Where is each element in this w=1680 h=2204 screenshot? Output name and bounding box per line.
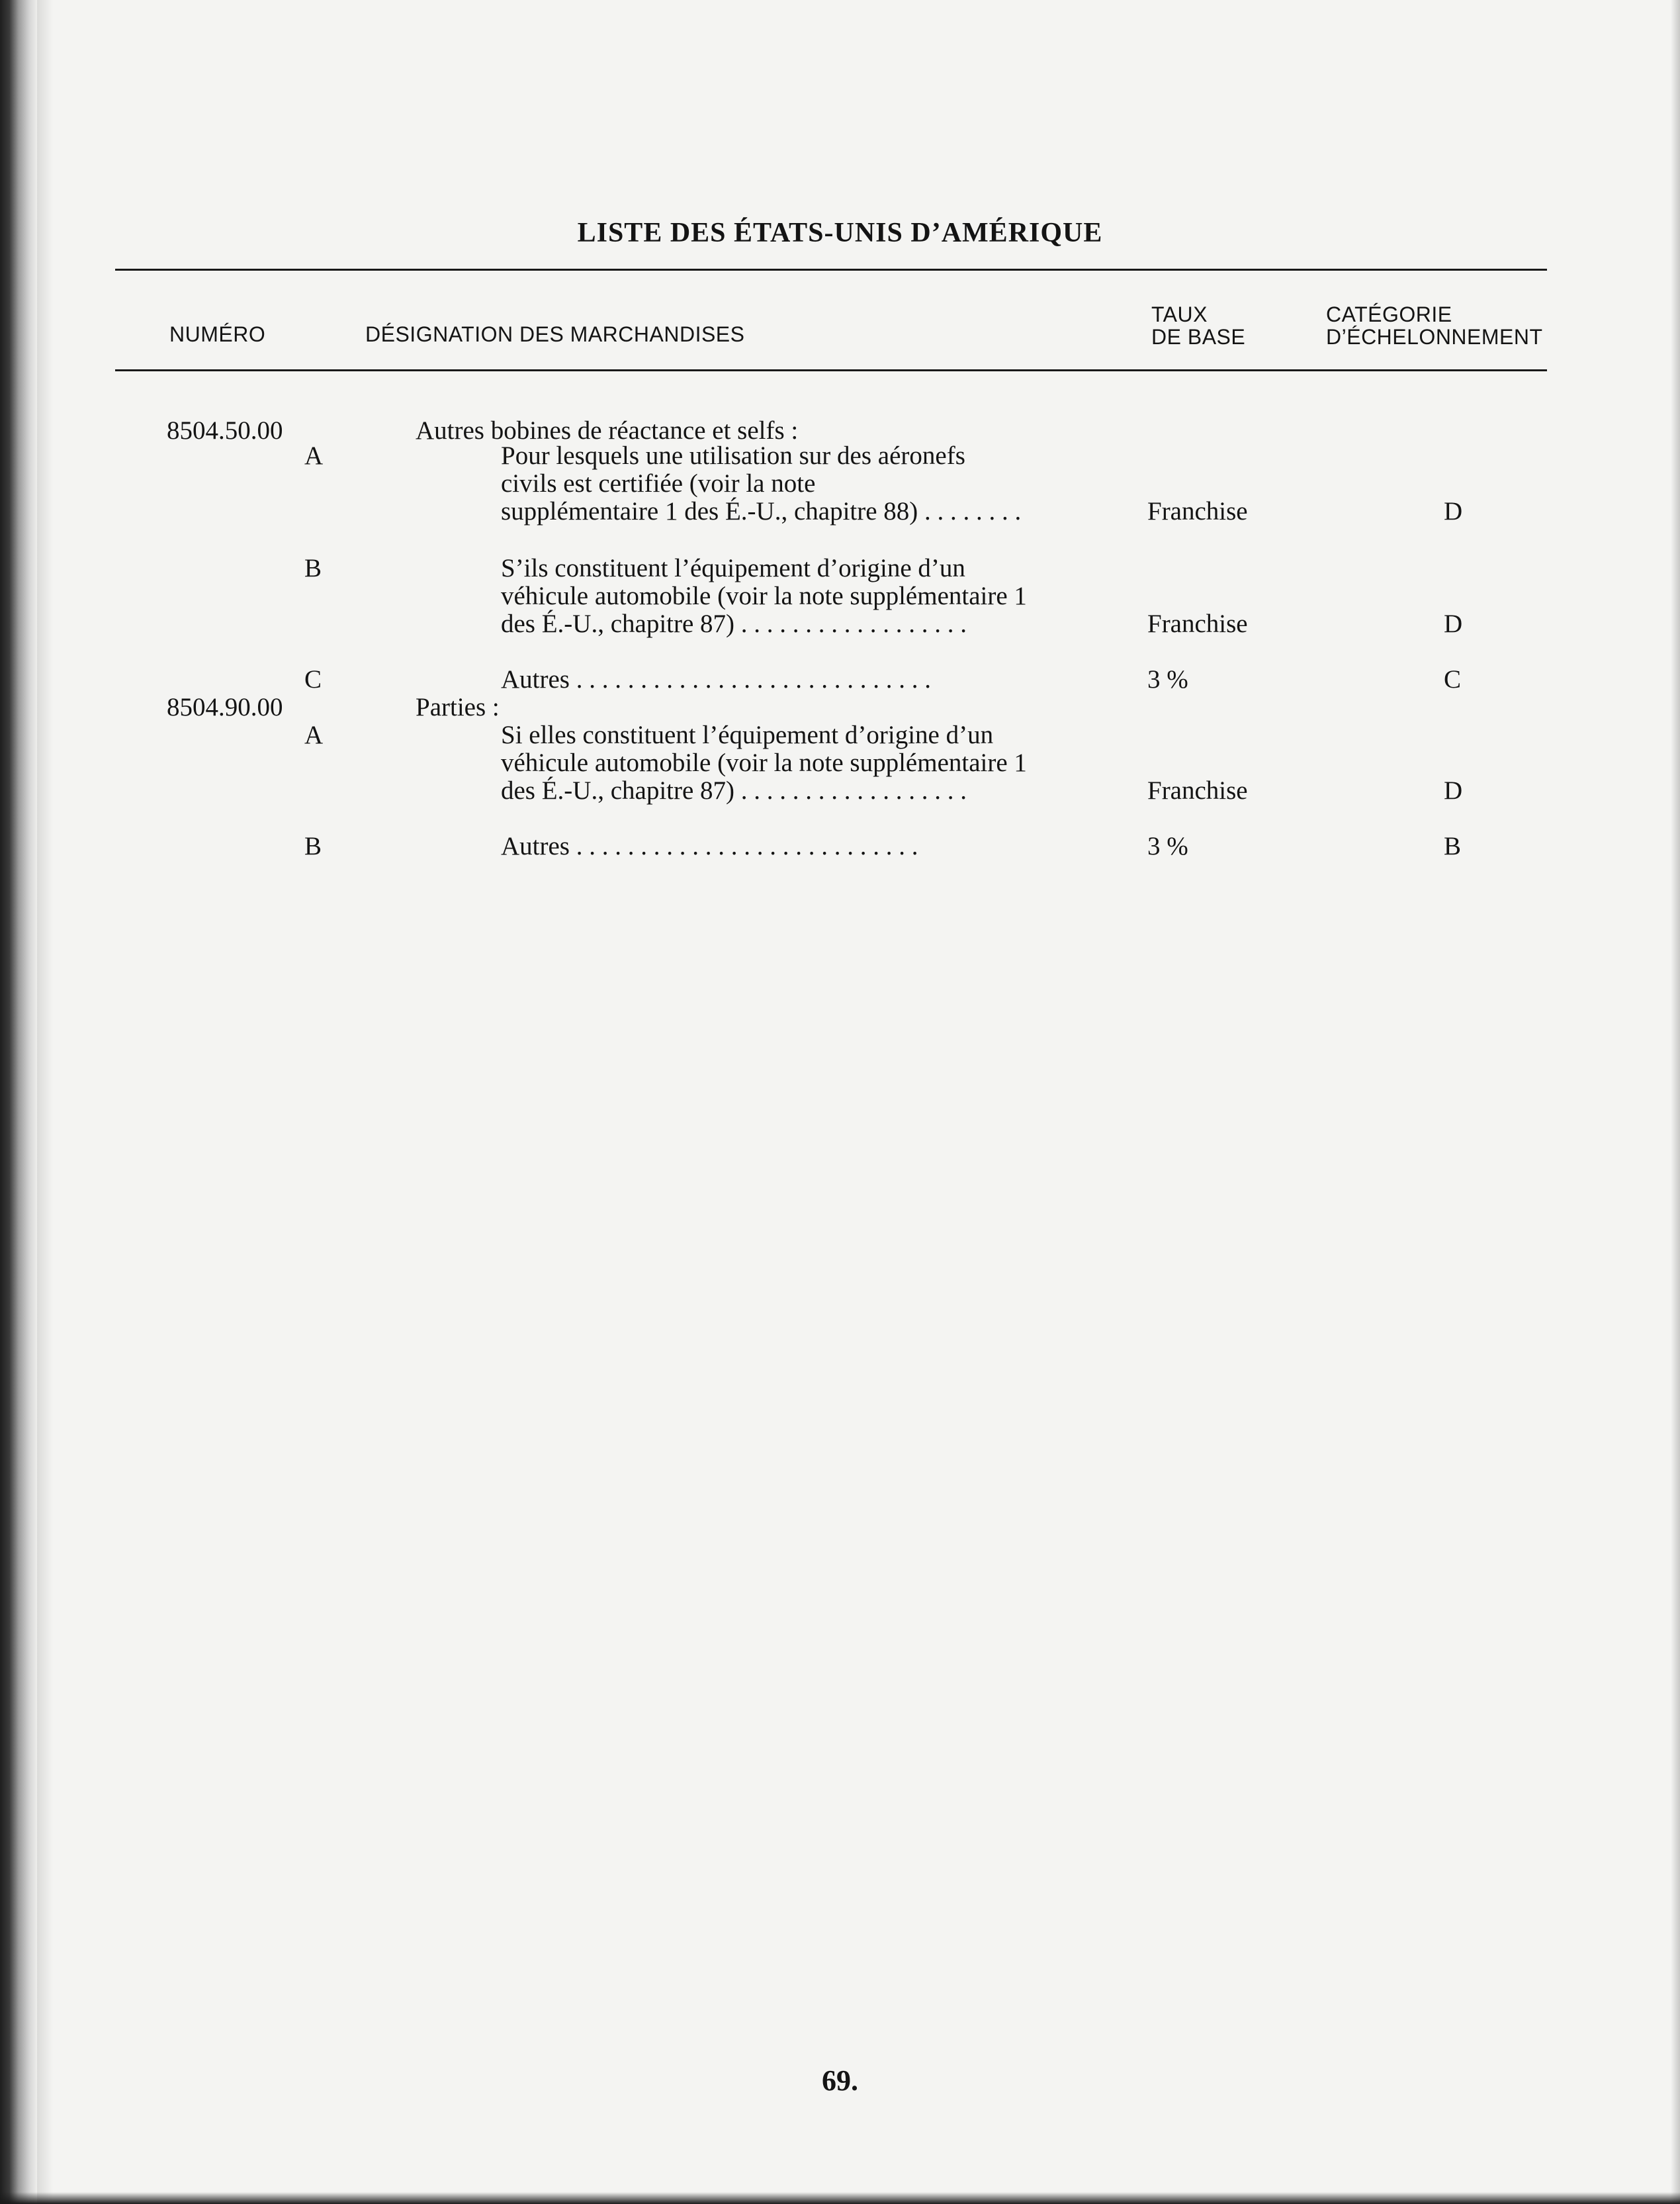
subheading-text-line: des É.-U., chapitre 87) . . . . . . . . . . . . . . . . . . bbox=[501, 776, 967, 805]
subheading-letter: B bbox=[304, 832, 322, 860]
subheading-text-line: supplémentaire 1 des É.-U., chapitre 88) . . . . . . . . bbox=[501, 497, 1022, 526]
base-rate: 3 % bbox=[1147, 665, 1188, 694]
subheading-letter: B bbox=[304, 554, 322, 582]
column-header-designation: DÉSIGNATION DES MARCHANDISES bbox=[365, 322, 745, 346]
tariff-number: 8504.50.00 bbox=[167, 416, 283, 445]
gutter-shadow bbox=[37, 0, 53, 2204]
subheading-letter: C bbox=[304, 665, 322, 694]
page-bottom-edge bbox=[0, 2192, 1680, 2204]
column-header-taux-line2: DE BASE bbox=[1151, 325, 1246, 349]
subheading-text-line: véhicule automobile (voir la note supplémentaire 1 bbox=[501, 582, 1027, 610]
staging-category: D bbox=[1444, 610, 1463, 638]
tariff-number: 8504.90.00 bbox=[167, 693, 283, 721]
base-rate: Franchise bbox=[1147, 610, 1248, 638]
subheading-text-line: Autres . . . . . . . . . . . . . . . . . . . . . . . . . . . . bbox=[501, 665, 931, 694]
subheading-letter: A bbox=[304, 721, 324, 749]
page-number: 69. bbox=[822, 2064, 858, 2097]
base-rate: Franchise bbox=[1147, 776, 1248, 805]
heading-description: Parties : bbox=[416, 693, 500, 721]
staging-category: C bbox=[1444, 665, 1462, 694]
subheading-text-line: véhicule automobile (voir la note supplémentaire 1 bbox=[501, 749, 1027, 777]
base-rate: 3 % bbox=[1147, 832, 1188, 860]
page-title: LISTE DES ÉTATS-UNIS D’AMÉRIQUE bbox=[577, 218, 1103, 248]
column-header-categorie-line2: D’ÉCHELONNEMENT bbox=[1326, 325, 1543, 349]
column-header-categorie bbox=[1326, 303, 1543, 348]
subheading-text-line: S’ils constituent l’équipement d’origine d’un bbox=[501, 554, 965, 582]
column-header-categorie-line1: CATÉGORIE bbox=[1326, 302, 1452, 326]
base-rate: Franchise bbox=[1147, 497, 1248, 526]
book-binding-shadow bbox=[0, 0, 37, 2204]
page-right-edge bbox=[1671, 0, 1680, 2204]
header-bottom-rule bbox=[115, 369, 1547, 371]
subheading-text-line: Pour lesquels une utilisation sur des aéronefs bbox=[501, 441, 965, 470]
subheading-text-line: civils est certifiée (voir la note bbox=[501, 469, 816, 498]
column-header-taux-line1: TAUX bbox=[1151, 302, 1208, 326]
subheading-text-line: Autres . . . . . . . . . . . . . . . . . . . . . . . . . . . bbox=[501, 832, 918, 860]
staging-category: D bbox=[1444, 497, 1463, 526]
staging-category: D bbox=[1444, 776, 1463, 805]
column-header-taux bbox=[1151, 303, 1245, 348]
heading-description: Autres bobines de réactance et selfs : bbox=[416, 416, 799, 445]
staging-category: B bbox=[1444, 832, 1462, 860]
header-top-rule bbox=[115, 269, 1547, 271]
subheading-letter: A bbox=[304, 441, 324, 470]
column-header-numero: NUMÉRO bbox=[169, 322, 266, 346]
subheading-text-line: Si elles constituent l’équipement d’origine d’un bbox=[501, 721, 994, 749]
subheading-text-line: des É.-U., chapitre 87) . . . . . . . . . . . . . . . . . . bbox=[501, 610, 967, 638]
